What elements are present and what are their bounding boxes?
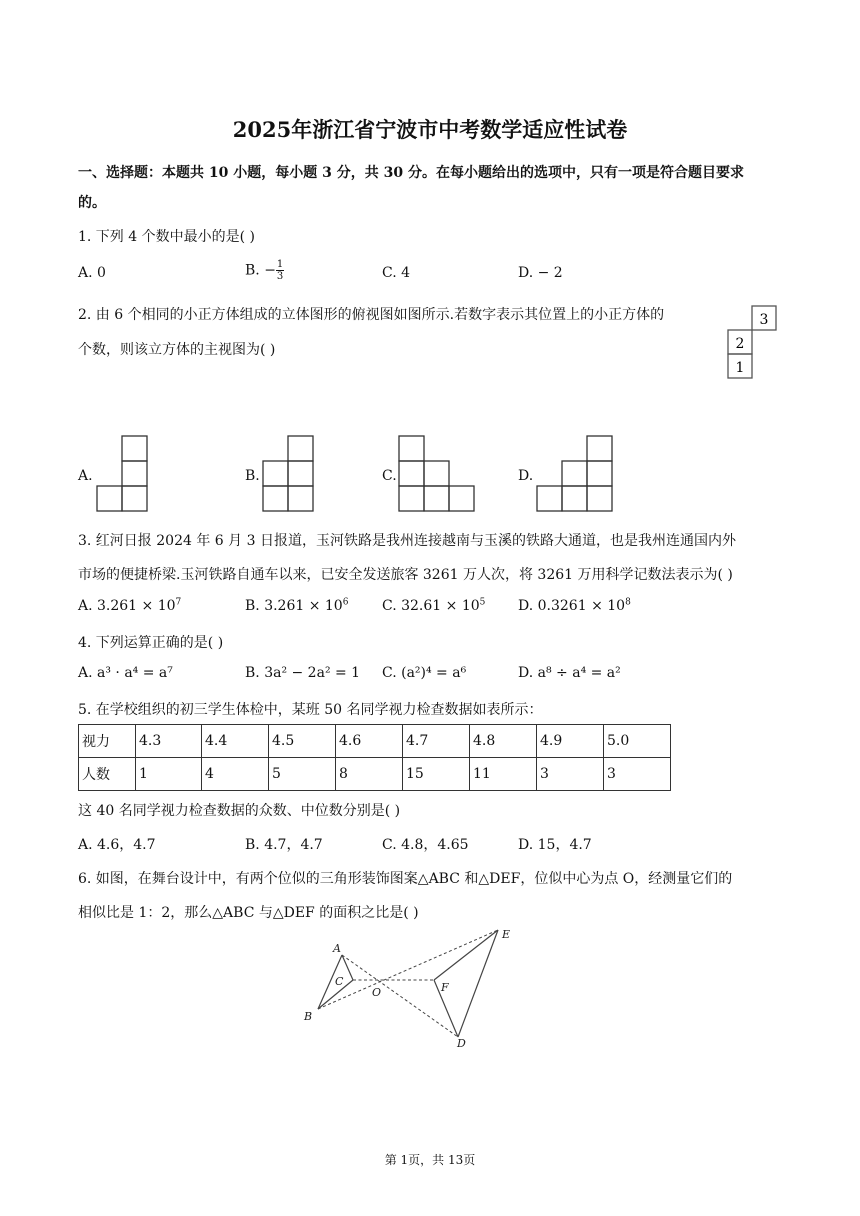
q2-line1: 2. 由 6 个相同的小正方体组成的立体图形的俯视图如图所示.若数字表示其位置上的小正方体的 [78,307,665,323]
q3-option-b [245,598,348,614]
point-label-o: O [372,986,382,999]
q4-option-d: D. a⁸ ÷ a⁴ = a² [518,665,621,681]
fraction-numerator: 1 [276,259,284,270]
q3-option-a-exp: 7 [175,597,182,608]
point-label-f: F [441,981,449,994]
top-view-number: 1 [735,360,745,376]
q6-line1: 6. 如图，在舞台设计中，有两个位似的三角形装饰图案△ABC 和△DEF，位似中心为点 O，经测量它们的 [78,871,733,887]
q3-line1: 3. 红河日报 2024 年 6 月 3 日报道，玉河铁路是我州连接越南与玉溪的铁路大通道，也是我州连通国内外 [78,533,736,549]
front-view-option-a [96,434,152,514]
table-cell: 4.9 [537,725,604,758]
top-view-number: 3 [759,312,769,328]
q3-option-d-exp: 8 [625,597,631,608]
table-row [79,758,671,791]
homothety-figure [298,922,523,1052]
table-row [79,725,671,758]
table-cell: 4.8 [470,725,537,758]
point-label-e: E [502,928,511,941]
q1-stem: 1. 下列 4 个数中最小的是( ) [78,229,255,245]
front-view-option-b [262,434,318,514]
section-heading-line2: 的。 [78,195,106,211]
q3-option-c-exp: 5 [479,597,486,608]
q1-option-c: C. 4 [382,265,411,281]
table-cell: 4 [202,758,269,791]
fraction [276,259,284,282]
table-cell: 人数 [79,758,136,791]
q2-option-c-label: C. [382,468,397,484]
q2-option-b-label: B. [245,468,260,484]
vision-data-table [78,724,671,791]
table-cell: 视力 [79,725,136,758]
table-cell: 4.5 [269,725,336,758]
q5-option-a: A. 4.6，4.7 [78,837,156,853]
front-view-option-d [536,434,618,514]
table-cell: 3 [537,758,604,791]
fraction-denominator: 3 [276,271,284,282]
q5-question: 这 40 名同学视力检查数据的众数、中位数分别是( ) [78,803,401,819]
table-cell: 4.7 [403,725,470,758]
point-label-c: C [335,975,344,988]
q1-option-d: D. − 2 [518,265,563,281]
q5-option-b: B. 4.7，4.7 [245,837,323,853]
q2-option-a-label: A. [78,468,93,484]
table-cell: 3 [604,758,671,791]
q3-option-b-exp: 6 [342,597,349,608]
front-view-option-c [398,434,480,514]
table-cell: 4.6 [336,725,403,758]
point-label-a: A [333,942,341,955]
q3-option-d-base: D. 0.3261 × 10 [518,598,626,614]
q4-option-c: C. (a²)⁴ = a⁶ [382,665,467,681]
table-cell: 4.3 [136,725,202,758]
q3-option-c [382,598,485,614]
q3-option-b-base: B. 3.261 × 10 [245,598,343,614]
q4-option-a: A. a³ · a⁴ = a⁷ [78,665,173,681]
page-title: 2025年浙江省宁波市中考数学适应性试卷 [232,117,628,142]
top-view-number: 2 [735,336,745,352]
table-cell: 8 [336,758,403,791]
top-view-figure [724,302,784,384]
q3-option-d [518,598,631,614]
q5-stem: 5. 在学校组织的初三学生体检中，某班 50 名同学视力检查数据如表所示： [78,702,543,718]
q1-option-b-prefix: B. − [245,262,276,279]
q3-option-a [78,598,181,614]
table-cell: 5.0 [604,725,671,758]
q5-option-d: D. 15，4.7 [518,837,592,853]
q1-option-a: A. 0 [78,265,106,281]
table-cell: 1 [136,758,202,791]
dashed-line-be [318,930,498,1009]
q6-line2: 相似比是 1：2，那么△ABC 与△DEF 的面积之比是( ) [78,905,419,921]
q3-line2: 市场的便捷桥梁.玉河铁路自通车以来，已安全发送旅客 3261 万人次，将 3261 万用科学记数法表示为( ) [78,567,733,583]
q3-option-c-base: C. 32.61 × 10 [382,598,480,614]
q2-line2: 个数，则该立方体的主视图为( ) [78,342,276,358]
section-heading-line1: 一、选择题：本题共 10 小题，每小题 3 分，共 30 分。在每小题给出的选项中，只有一项是符合题目要求 [78,165,744,181]
table-cell: 11 [470,758,537,791]
point-label-d: D [457,1037,466,1050]
table-cell: 15 [403,758,470,791]
table-cell: 5 [269,758,336,791]
page-footer: 第 1页，共 13页 [384,1153,476,1167]
point-label-b: B [304,1010,313,1023]
q1-option-b [245,259,284,282]
q4-stem: 4. 下列运算正确的是( ) [78,635,224,651]
q2-option-d-label: D. [518,468,534,484]
q5-option-c: C. 4.8，4.65 [382,837,469,853]
q4-option-b: B. 3a² − 2a² = 1 [245,665,361,681]
q3-option-a-base: A. 3.261 × 10 [78,598,176,614]
table-cell: 4.4 [202,725,269,758]
